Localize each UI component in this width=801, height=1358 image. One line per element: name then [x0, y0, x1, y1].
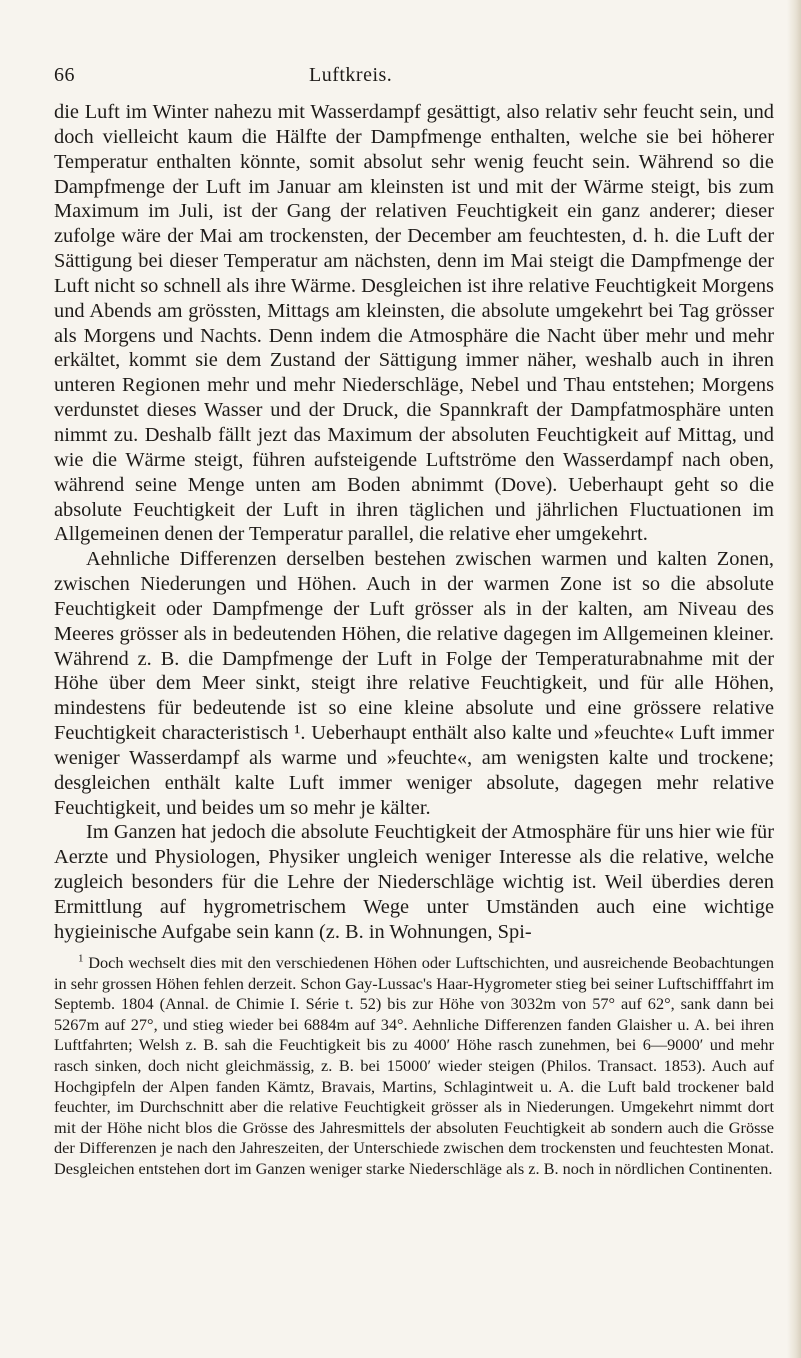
body-text [54, 100, 774, 945]
page-edge-shadow [787, 0, 801, 1358]
running-head: Luftkreis. [309, 64, 393, 86]
paragraph: die Luft im Winter nahezu mit Wasserdampf gesättigt, also relativ sehr feucht sein, und doch vielleicht kaum die Hälfte der Dampfmenge enthalten, welche sie bei höherer Temperatur enthalten könnte, somit absolut sehr wenig feucht sein. Während so die Dampfmenge der Luft im Januar am kleinsten ist und mit der Wärme steigt, bis zum Maximum im Juli, ist der Gang der relativen Feuchtigkeit ein ganz anderer; dieser zufolge wäre der Mai am trockensten, der December am feuchtesten, d. h. die Luft der Sättigung bei dieser Temperatur am nächsten, denn im Mai steigt die Dampfmenge der Luft nicht so schnell als ihre Wärme. Desgleichen ist ihre relative Feuchtigkeit Morgens und Abends am grössten, Mittags am kleinsten, die absolute umgekehrt bei Tag grösser als Morgens und Nachts. Denn indem die Atmosphäre die Nacht über mehr und mehr erkältet, kommt sie dem Zustand der Sättigung immer näher, weshalb auch in ihren unteren Regionen mehr und mehr Niederschläge, Nebel und Thau entstehen; Morgens verdunstet dieses Wasser und der Druck, die Spannkraft der Dampfatmosphäre unten nimmt zu. Deshalb fällt jezt das Maximum der absoluten Feuchtigkeit auf Mittag, und wie die Wärme steigt, führen aufsteigende Luftströme den Wasserdampf nach oben, während seine Menge unten am Boden abnimmt (Dove). Ueberhaupt geht so die absolute Feuchtigkeit der Luft in ihren täglichen und jährlichen Fluctuationen im Allgemeinen denen der Temperatur parallel, die relative eher umgekehrt. [54, 101, 774, 546]
paragraph: Im Ganzen hat jedoch die absolute Feuchtigkeit der Atmosphäre für uns hier wie für Aerzte und Physiologen, Physiker ungleich weniger Interesse als die relative, welche zugleich besonders für die Lehre der Niederschläge wichtig ist. Weil überdies deren Ermittlung auf hygrometrischem Wege unter Umständen auch eine wichtige hygieinische Aufgabe sein kann (z. B. in Wohnungen, Spi- [54, 821, 774, 943]
page-header [54, 64, 774, 88]
footnote [54, 953, 774, 1180]
paragraph: Aehnliche Differenzen derselben bestehen zwischen warmen und kalten Zonen, zwischen Niederungen und Höhen. Auch in der warmen Zone ist so die absolute Feuchtigkeit oder Dampfmenge der Luft grösser als in der kalten, am Niveau des Meeres grösser als in bedeutenden Höhen, die relative dagegen im Allgemeinen kleiner. Während z. B. die Dampfmenge der Luft in Folge der Temperaturabnahme mit der Höhe über dem Meer sinkt, steigt ihre relative Feuchtigkeit, und für alle Höhen, mindestens für bedeutende ist so eine kleine absolute und eine grössere relative Feuchtigkeit characteristisch ¹. Ueberhaupt enthält also kalte und »feuchte« Luft immer weniger Wasserdampf als warme und »feuchte«, am wenigsten kalte und trockene; desgleichen enthält kalte Luft immer weniger absolute, dagegen mehr relative Feuchtigkeit, und beides um so mehr je kälter. [54, 548, 774, 819]
footnote-mark: 1 [78, 952, 84, 965]
page-number: 66 [54, 64, 75, 86]
footnote-text: Doch wechselt dies mit den verschiedenen Höhen oder Luftschichten, und ausreichende Beobachtungen in sehr grossen Höhen fehlen derzeit. Schon Gay-Lussac's Haar-Hygrometer stieg bei seiner Luftschifffahrt im Septemb. 1804 (Annal. de Chimie I. Série t. 52) bis zur Höhe von 3032m von 57° auf 62°, sank dann bei 5267m auf 27°, und stieg wieder bei 6884m auf 34°. Aehnliche Differenzen fanden Glaisher u. A. bei ihren Luftfahrten; Welsh z. B. sah die Feuchtigkeit bis zu 4000′ Höhe rasch zunehmen, bei 6—9000′ und mehr rasch sinken, doch nicht gleichmässig, z. B. bei 15000′ wieder steigen (Philos. Transact. 1853). Auch auf Hochgipfeln der Alpen fanden Kämtz, Bravais, Martins, Schlagintweit u. A. die Luft bald trockener bald feuchter, im Durchschnitt aber die relative Feuchtigkeit grösser als in Niederungen. Umgekehrt nimmt dort mit der Höhe nicht blos die Grösse des Jahresmittels der absoluten Feuchtigkeit ab sondern auch die Grösse der Differenzen je nach den Jahreszeiten, der Unterschiede zwischen dem trockensten und feuchtesten Monat. Desgleichen entstehen dort im Ganzen weniger starke Niederschläge als z. B. noch in nördlichen Continenten. [54, 953, 774, 1178]
footnotes [54, 953, 774, 1180]
